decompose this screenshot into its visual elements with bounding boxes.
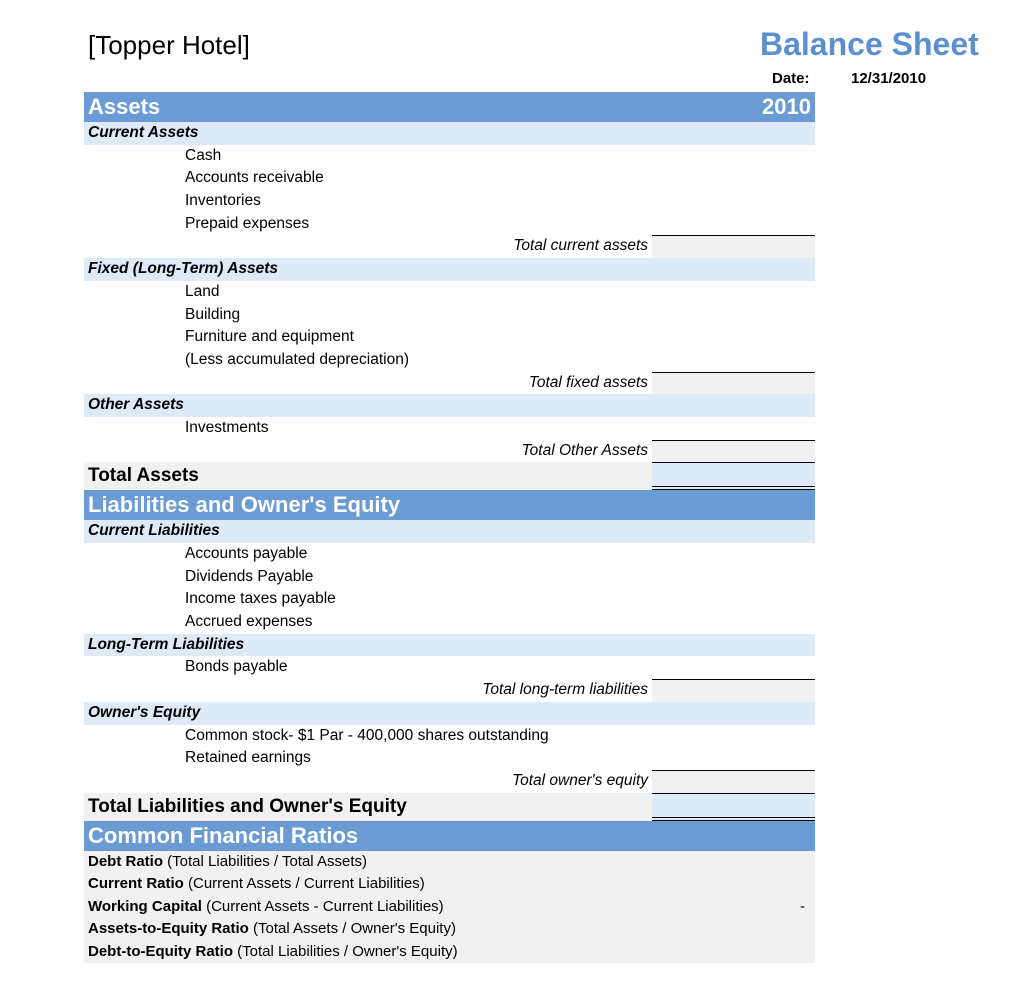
asset-line-land[interactable]: Land	[185, 282, 220, 300]
other-assets-subheader: Other Assets	[84, 394, 815, 417]
liability-line-accrued-expenses[interactable]: Accrued expenses	[185, 613, 313, 631]
liabilities-header	[84, 490, 815, 520]
total-fixed-assets-cell[interactable]	[652, 372, 815, 395]
ratio-row-debt[interactable]: Debt Ratio (Total Liabilities / Total Assets)	[84, 851, 815, 874]
liabilities-heading: Liabilities and Owner's Equity	[88, 492, 401, 518]
total-liabilities-equity-cell[interactable]	[652, 793, 815, 821]
total-assets-row: Total Assets	[84, 462, 815, 490]
total-assets-cell[interactable]	[652, 462, 815, 490]
current-liabilities-subheader: Current Liabilities	[84, 520, 815, 543]
equity-line-common-stock[interactable]: Common stock- $1 Par - 400,000 shares outstanding	[185, 726, 549, 744]
total-current-assets-cell[interactable]	[652, 235, 815, 258]
long-term-liabilities-subheader: Long-Term Liabilities	[84, 634, 815, 657]
asset-line-accounts-receivable[interactable]: Accounts receivable	[185, 169, 324, 187]
total-current-assets-row: Total current assets	[84, 235, 815, 258]
asset-line-investments[interactable]: Investments	[185, 418, 269, 436]
asset-line-depreciation[interactable]: (Less accumulated depreciation)	[185, 350, 410, 368]
ratio-value: -	[800, 897, 805, 915]
fixed-assets-subheader: Fixed (Long-Term) Assets	[84, 258, 815, 281]
total-owners-equity-row: Total owner's equity	[84, 770, 815, 793]
ratio-row-working-capital[interactable]: Working Capital (Current Assets - Current Liabilities) -	[84, 896, 815, 919]
liability-line-dividends-payable[interactable]: Dividends Payable	[185, 567, 314, 585]
ratios-header	[84, 821, 815, 851]
liability-line-bonds-payable[interactable]: Bonds payable	[185, 658, 288, 676]
assets-heading: Assets	[88, 94, 161, 119]
asset-line-furniture[interactable]: Furniture and equipment	[185, 328, 354, 346]
liability-line-accounts-payable[interactable]: Accounts payable	[185, 545, 308, 562]
document-title: Balance Sheet	[760, 26, 979, 62]
total-other-assets-row: Total Other Assets	[84, 440, 815, 463]
current-assets-subheader: Current Assets	[84, 122, 815, 145]
total-other-assets-cell[interactable]	[652, 440, 815, 463]
total-owners-equity-cell[interactable]	[652, 770, 815, 793]
ratio-row-current[interactable]: Current Ratio (Current Assets / Current Liabilities)	[84, 873, 815, 896]
asset-line-prepaid-expenses[interactable]: Prepaid expenses	[185, 214, 310, 232]
liability-line-income-taxes[interactable]: Income taxes payable	[185, 590, 336, 608]
total-liabilities-equity-row: Total Liabilities and Owner's Equity	[84, 793, 815, 821]
ratios-heading: Common Financial Ratios	[88, 822, 359, 848]
equity-line-retained-earnings[interactable]: Retained earnings	[185, 749, 311, 767]
asset-line-building[interactable]: Building	[185, 305, 241, 323]
total-fixed-assets-row: Total fixed assets	[84, 372, 815, 395]
date-label: Date:	[772, 70, 810, 87]
ratio-row-debt-to-equity[interactable]: Debt-to-Equity Ratio (Total Liabilities / Owner's Equity)	[84, 941, 815, 964]
year-column-heading: 2010	[762, 94, 811, 119]
company-name: [Topper Hotel]	[88, 30, 250, 60]
balance-sheet-table	[84, 92, 815, 963]
assets-header	[84, 92, 815, 122]
owners-equity-subheader: Owner's Equity	[84, 702, 815, 725]
asset-line-cash[interactable]: Cash	[185, 146, 222, 164]
ratio-row-assets-to-equity[interactable]: Assets-to-Equity Ratio (Total Assets / Owner's Equity)	[84, 918, 815, 941]
total-long-term-liabilities-cell[interactable]	[652, 679, 815, 702]
total-long-term-liabilities-row: Total long-term liabilities	[84, 679, 815, 702]
date-value[interactable]: 12/31/2010	[851, 70, 927, 87]
asset-line-inventories[interactable]: Inventories	[185, 192, 261, 210]
